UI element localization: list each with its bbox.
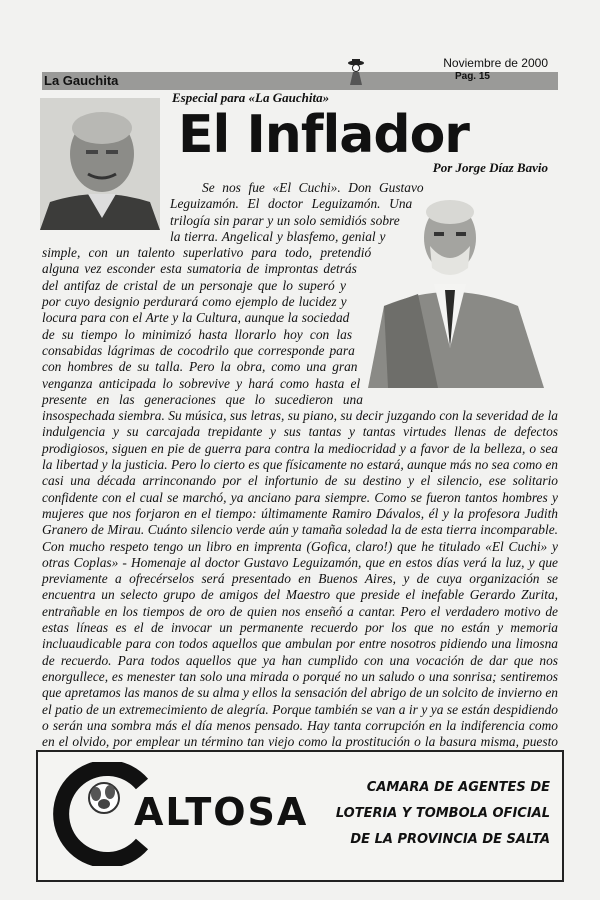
- ad-text-line-1: CAMARA DE AGENTES DE: [366, 780, 550, 795]
- issue-date: Noviembre de 2000: [443, 56, 548, 70]
- article-body-text: Se nos fue «El Cuchi». Don Gustavo Leguizamón. El doctor Leguizamón. Una trilogía sin parar y un solo semidiós sobre la tierra. Angelical y blasfemo, genial y simple, con un talento superlativo para todo, pretendió alguna vez esconder esta sumatoria de improntas detrás del antifaz de cristal de un personaje que lo superó y por cuyo designio perdurará como ejemplo de lucidez y locura para con el Arte y la Cultura, aunque la sociedad de su tiempo lo minimizó hasta llorarlo hoy con las consabidas lágrimas de cocodrilo que corresponde para con hombres de su talla. Pero la obra, como una gran venganza anticipada lo sobrevive y hará como hasta el presente en las generaciones que lo sucedieron una insospechada siembra. Su música, sus letras, su piano, su decir juzgando con la severidad de la indulgencia y su carcajada trepidante y sus tantas y tantas virtudes llenas de defectos prodigiosos, siguen en pie de guerra para contra la mediocridad y a favor de la belleza, o sea la libertad y la justicia. Pero lo cierto es que físicamente no estará, aunque más no sea como en casi una década arrinconando por el infortunio de su destino y el silencio, ese solitario confidente con el cual se marchó, ya anciano para siempre. Como se fueron tantos hombres y mujeres que nos forjaron en el tiempo: últimamente Ramiro Dávalos, él y la profesora Judith Granero de Mirau. Cuánto silencio verde aún y tamaña soledad la de esta tierra incomparable. Con mucho respeto tengo un libro en imprenta (Gofica, claro!) que he titulado «El Cuchi» y otras Coplas» - Homenaje al doctor Gustavo Leguizamón, que en estos días verá la luz, y que previamente a ofrecérselos será presentado en Buenos Aires, y de cuya organización se encuentra un selecto grupo de amigos del Maestro que preside el inefable Gerardo Zurita, entrañable en los tiempos de oro de quien nos enseñó a cantar. Pero el verdadero motivo de estas líneas es el de invocar un permanente recuerdo por los que no están y memoria incluaudicable para con todos aquellos que ambulan por entre nosotros pidiendo una limosna de recuerdo. Para todos aquellos que ya han cumplido con una vocación de dar que nos enorgullece, es menester tan solo una mirada o porqué no un saludo o una sonrisa; sentiremos que apretamos las manos de su alma y ellos la sensación del abrigo de un solcito de invierno en el patio de un extremecimiento de alegría. Porque también se van a ir y ya se están despidiendo o serán una sombra más el día menos pensado. Hay tanta corrupción en la indiferencia como en el olvido, por emplear un término tan viejo como la prostitución o la basura misma, puesto: [42, 180, 558, 750]
- article-title: El Inflador: [178, 105, 469, 165]
- article-body: [42, 180, 558, 767]
- page-number: Pag. 15: [454, 71, 490, 82]
- ad-text-line-2: LOTERIA Y TOMBOLA OFICIAL: [335, 806, 550, 821]
- ad-brand-name: ALTOSA: [134, 790, 309, 834]
- gaucho-mascot-icon: [345, 58, 367, 86]
- publication-name: La Gauchita: [44, 73, 119, 88]
- ad-text-line-3: DE LA PROVINCIA DE SALTA: [350, 832, 550, 847]
- article-byline: Por Jorge Díaz Bavio: [432, 160, 548, 175]
- article-kicker: Especial para «La Gauchita»: [172, 90, 330, 105]
- advertisement-box: [36, 750, 564, 882]
